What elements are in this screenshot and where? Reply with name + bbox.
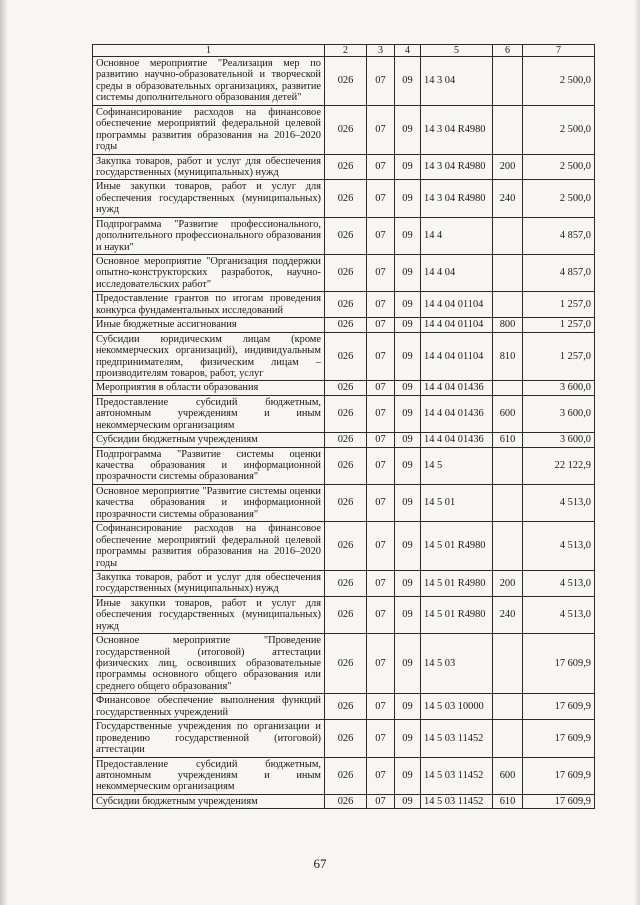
expense-type-cell <box>493 381 523 395</box>
amount-cell: 4 513,0 <box>523 484 595 521</box>
section-cell: 07 <box>367 154 395 180</box>
header-col-4: 4 <box>395 45 421 57</box>
subsection-cell: 09 <box>395 757 421 794</box>
expense-type-cell <box>493 634 523 694</box>
row-name-cell: Финансовое обеспечение выполнения функций государственных учреждений <box>93 694 325 720</box>
row-name-cell: Софинансирование расходов на финансовое обеспечение мероприятий федеральной целевой программы развития образования на 2016–2020 годы <box>93 522 325 571</box>
section-cell: 07 <box>367 255 395 292</box>
amount-cell: 1 257,0 <box>523 332 595 381</box>
target-article-cell: 14 5 01 <box>421 484 493 521</box>
expense-type-cell <box>493 255 523 292</box>
target-article-cell: 14 4 04 01436 <box>421 395 493 432</box>
table-row <box>93 395 595 432</box>
target-article-cell: 14 4 04 <box>421 255 493 292</box>
table-row <box>93 154 595 180</box>
row-name-cell: Закупка товаров, работ и услуг для обеспечения государственных (муниципальных) нужд <box>93 570 325 596</box>
subsection-cell: 09 <box>395 292 421 318</box>
section-cell: 07 <box>367 381 395 395</box>
row-name-cell: Мероприятия в области образования <box>93 381 325 395</box>
table-row <box>93 596 595 633</box>
row-name-cell: Подпрограмма "Развитие профессионального, дополнительного профессионального образования и науки" <box>93 217 325 254</box>
subsection-cell: 09 <box>395 395 421 432</box>
subsection-cell: 09 <box>395 596 421 633</box>
amount-cell: 17 609,9 <box>523 634 595 694</box>
table-row <box>93 694 595 720</box>
table-row <box>93 522 595 571</box>
section-cell: 07 <box>367 484 395 521</box>
expense-type-cell: 610 <box>493 794 523 808</box>
target-article-cell: 14 4 04 01104 <box>421 332 493 381</box>
subsection-cell: 09 <box>395 694 421 720</box>
expense-type-cell <box>493 484 523 521</box>
expense-type-cell <box>493 105 523 154</box>
target-article-cell: 14 3 04 R4980 <box>421 180 493 217</box>
section-cell: 07 <box>367 332 395 381</box>
header-col-2: 2 <box>325 45 367 57</box>
section-cell: 07 <box>367 395 395 432</box>
table-row <box>93 255 595 292</box>
row-name-cell: Субсидии юридическим лицам (кроме некоммерческих организаций), индивидуальным предпринимателям, физическим лицам – производителям товаров, работ, услуг <box>93 332 325 381</box>
ministry-code-cell: 026 <box>325 757 367 794</box>
amount-cell: 17 609,9 <box>523 757 595 794</box>
target-article-cell: 14 3 04 R4980 <box>421 154 493 180</box>
expense-type-cell: 200 <box>493 570 523 596</box>
table-row <box>93 484 595 521</box>
section-cell: 07 <box>367 318 395 332</box>
expense-type-cell: 810 <box>493 332 523 381</box>
target-article-cell: 14 5 03 11452 <box>421 720 493 757</box>
expense-type-cell <box>493 292 523 318</box>
target-article-cell: 14 4 04 01436 <box>421 381 493 395</box>
subsection-cell: 09 <box>395 484 421 521</box>
row-name-cell: Закупка товаров, работ и услуг для обеспечения государственных (муниципальных) нужд <box>93 154 325 180</box>
table-row <box>93 381 595 395</box>
section-cell: 07 <box>367 447 395 484</box>
ministry-code-cell: 026 <box>325 105 367 154</box>
table-row <box>93 180 595 217</box>
table-row <box>93 433 595 447</box>
header-col-5: 5 <box>421 45 493 57</box>
row-name-cell: Иные закупки товаров, работ и услуг для обеспечения государственных (муниципальных) нужд <box>93 180 325 217</box>
target-article-cell: 14 3 04 R4980 <box>421 105 493 154</box>
ministry-code-cell: 026 <box>325 292 367 318</box>
ministry-code-cell: 026 <box>325 217 367 254</box>
ministry-code-cell: 026 <box>325 154 367 180</box>
row-name-cell: Государственные учреждения по организации и проведению государственной (итоговой) аттестации <box>93 720 325 757</box>
target-article-cell: 14 5 01 R4980 <box>421 522 493 571</box>
section-cell: 07 <box>367 433 395 447</box>
target-article-cell: 14 4 04 01104 <box>421 318 493 332</box>
target-article-cell: 14 4 04 01104 <box>421 292 493 318</box>
subsection-cell: 09 <box>395 154 421 180</box>
row-name-cell: Основное мероприятие "Организация поддержки опытно-конструкторских разработок, научно-исследовательских работ" <box>93 255 325 292</box>
expense-type-cell: 800 <box>493 318 523 332</box>
target-article-cell: 14 5 03 11452 <box>421 794 493 808</box>
amount-cell: 2 500,0 <box>523 105 595 154</box>
expense-type-cell <box>493 694 523 720</box>
expense-type-cell: 240 <box>493 596 523 633</box>
ministry-code-cell: 026 <box>325 634 367 694</box>
ministry-code-cell: 026 <box>325 447 367 484</box>
subsection-cell: 09 <box>395 720 421 757</box>
subsection-cell: 09 <box>395 255 421 292</box>
amount-cell: 2 500,0 <box>523 180 595 217</box>
target-article-cell: 14 5 01 R4980 <box>421 596 493 633</box>
expense-type-cell: 200 <box>493 154 523 180</box>
amount-cell: 4 857,0 <box>523 217 595 254</box>
subsection-cell: 09 <box>395 180 421 217</box>
target-article-cell: 14 5 03 11452 <box>421 757 493 794</box>
expense-type-cell: 610 <box>493 433 523 447</box>
header-col-7: 7 <box>523 45 595 57</box>
subsection-cell: 09 <box>395 794 421 808</box>
row-name-cell: Субсидии бюджетным учреждениям <box>93 794 325 808</box>
amount-cell: 4 513,0 <box>523 596 595 633</box>
table-row <box>93 217 595 254</box>
row-name-cell: Иные закупки товаров, работ и услуг для обеспечения государственных (муниципальных) нужд <box>93 596 325 633</box>
table-body <box>93 57 595 809</box>
subsection-cell: 09 <box>395 447 421 484</box>
row-name-cell: Субсидии бюджетным учреждениям <box>93 433 325 447</box>
amount-cell: 1 257,0 <box>523 292 595 318</box>
row-name-cell: Основное мероприятие "Проведение государственной (итоговой) аттестации физических лиц, освоивших образовательные программы основного общего образования или среднего общего образования" <box>93 634 325 694</box>
ministry-code-cell: 026 <box>325 522 367 571</box>
table-row <box>93 720 595 757</box>
row-name-cell: Основное мероприятие "Реализация мер по развитию научно-образовательной и творческой среды в образовательных организациях, развитие системы дополнительного образования детей" <box>93 57 325 106</box>
target-article-cell: 14 5 03 10000 <box>421 694 493 720</box>
section-cell: 07 <box>367 217 395 254</box>
subsection-cell: 09 <box>395 57 421 106</box>
amount-cell: 17 609,9 <box>523 694 595 720</box>
section-cell: 07 <box>367 694 395 720</box>
amount-cell: 2 500,0 <box>523 57 595 106</box>
budget-table <box>92 44 595 809</box>
ministry-code-cell: 026 <box>325 794 367 808</box>
table-row <box>93 292 595 318</box>
subsection-cell: 09 <box>395 318 421 332</box>
amount-cell: 17 609,9 <box>523 720 595 757</box>
table-row <box>93 794 595 808</box>
table-row <box>93 105 595 154</box>
amount-cell: 17 609,9 <box>523 794 595 808</box>
ministry-code-cell: 026 <box>325 484 367 521</box>
table-row <box>93 447 595 484</box>
expense-type-cell <box>493 447 523 484</box>
section-cell: 07 <box>367 757 395 794</box>
target-article-cell: 14 5 01 R4980 <box>421 570 493 596</box>
ministry-code-cell: 026 <box>325 180 367 217</box>
ministry-code-cell: 026 <box>325 694 367 720</box>
row-name-cell: Предоставление грантов по итогам проведения конкурса фундаментальных исследований <box>93 292 325 318</box>
ministry-code-cell: 026 <box>325 570 367 596</box>
row-name-cell: Иные бюджетные ассигнования <box>93 318 325 332</box>
table-row <box>93 318 595 332</box>
expense-type-cell <box>493 522 523 571</box>
ministry-code-cell: 026 <box>325 57 367 106</box>
subsection-cell: 09 <box>395 381 421 395</box>
ministry-code-cell: 026 <box>325 596 367 633</box>
header-col-1: 1 <box>93 45 325 57</box>
row-name-cell: Предоставление субсидий бюджетным, автономным учреждениям и иным некоммерческим организациям <box>93 395 325 432</box>
amount-cell: 1 257,0 <box>523 318 595 332</box>
subsection-cell: 09 <box>395 217 421 254</box>
table-row <box>93 570 595 596</box>
amount-cell: 2 500,0 <box>523 154 595 180</box>
scan-edge-right <box>634 0 640 905</box>
section-cell: 07 <box>367 292 395 318</box>
ministry-code-cell: 026 <box>325 720 367 757</box>
row-name-cell: Софинансирование расходов на финансовое обеспечение мероприятий федеральной целевой программы развития образования на 2016–2020 годы <box>93 105 325 154</box>
section-cell: 07 <box>367 522 395 571</box>
amount-cell: 3 600,0 <box>523 381 595 395</box>
target-article-cell: 14 4 04 01436 <box>421 433 493 447</box>
subsection-cell: 09 <box>395 570 421 596</box>
target-article-cell: 14 4 <box>421 217 493 254</box>
section-cell: 07 <box>367 634 395 694</box>
amount-cell: 4 857,0 <box>523 255 595 292</box>
table-row <box>93 57 595 106</box>
scan-edge-left <box>0 0 8 905</box>
header-col-3: 3 <box>367 45 395 57</box>
row-name-cell: Подпрограмма "Развитие системы оценки качества образования и информационной прозрачности системы образования" <box>93 447 325 484</box>
header-col-6: 6 <box>493 45 523 57</box>
section-cell: 07 <box>367 180 395 217</box>
expense-type-cell: 600 <box>493 395 523 432</box>
table-row <box>93 634 595 694</box>
target-article-cell: 14 5 <box>421 447 493 484</box>
section-cell: 07 <box>367 57 395 106</box>
subsection-cell: 09 <box>395 634 421 694</box>
section-cell: 07 <box>367 794 395 808</box>
amount-cell: 22 122,9 <box>523 447 595 484</box>
row-name-cell: Предоставление субсидий бюджетным, автономным учреждениям и иным некоммерческим организациям <box>93 757 325 794</box>
expense-type-cell: 240 <box>493 180 523 217</box>
amount-cell: 4 513,0 <box>523 570 595 596</box>
amount-cell: 4 513,0 <box>523 522 595 571</box>
section-cell: 07 <box>367 596 395 633</box>
target-article-cell: 14 5 03 <box>421 634 493 694</box>
ministry-code-cell: 026 <box>325 318 367 332</box>
target-article-cell: 14 3 04 <box>421 57 493 106</box>
header-row <box>93 45 595 57</box>
subsection-cell: 09 <box>395 522 421 571</box>
section-cell: 07 <box>367 570 395 596</box>
amount-cell: 3 600,0 <box>523 395 595 432</box>
table-row <box>93 757 595 794</box>
section-cell: 07 <box>367 720 395 757</box>
row-name-cell: Основное мероприятие "Развитие системы оценки качества образования и информационной прозрачности системы образования" <box>93 484 325 521</box>
ministry-code-cell: 026 <box>325 395 367 432</box>
section-cell: 07 <box>367 105 395 154</box>
expense-type-cell <box>493 720 523 757</box>
ministry-code-cell: 026 <box>325 332 367 381</box>
ministry-code-cell: 026 <box>325 381 367 395</box>
amount-cell: 3 600,0 <box>523 433 595 447</box>
ministry-code-cell: 026 <box>325 433 367 447</box>
table-row <box>93 332 595 381</box>
expense-type-cell: 600 <box>493 757 523 794</box>
page-number: 67 <box>313 856 327 871</box>
expense-type-cell <box>493 217 523 254</box>
subsection-cell: 09 <box>395 105 421 154</box>
ministry-code-cell: 026 <box>325 255 367 292</box>
subsection-cell: 09 <box>395 332 421 381</box>
expense-type-cell <box>493 57 523 106</box>
subsection-cell: 09 <box>395 433 421 447</box>
